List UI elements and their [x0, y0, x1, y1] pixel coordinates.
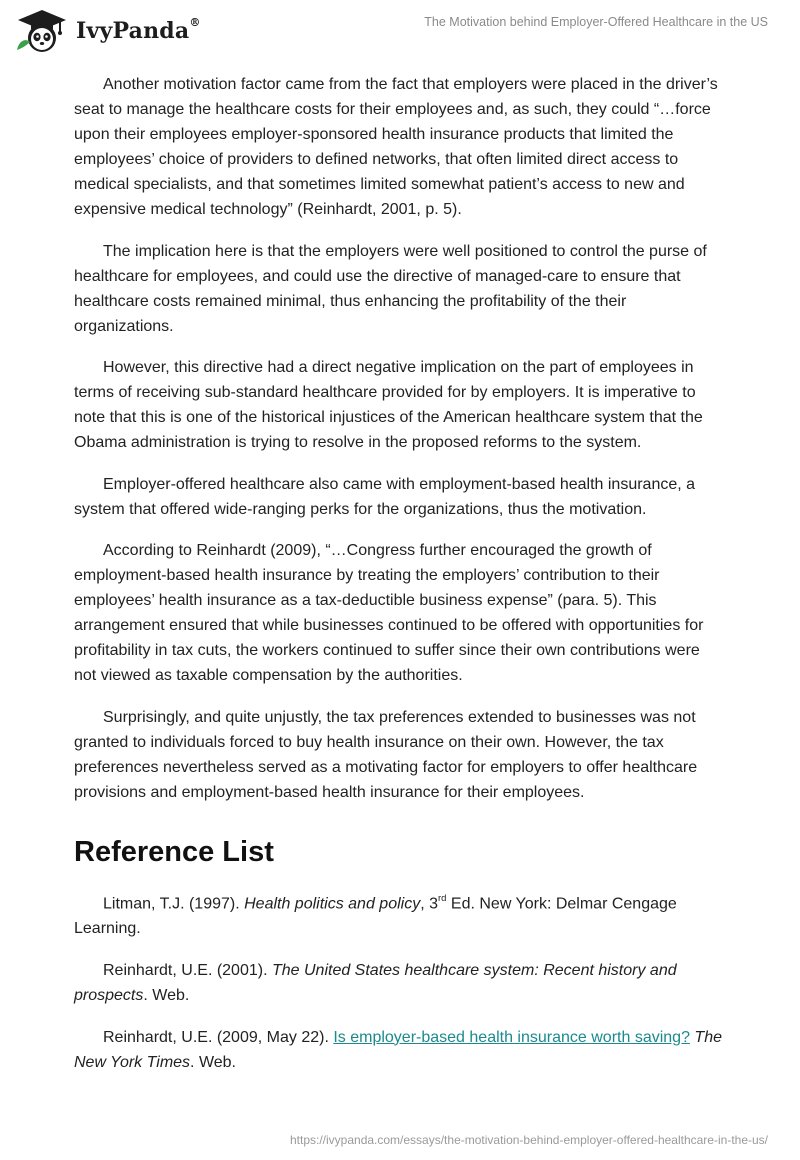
essay-body: [74, 72, 726, 1092]
logo-wordmark: IvyPanda®: [76, 16, 201, 44]
reference-list-heading: Reference List: [74, 835, 274, 868]
paragraph: However, this directive had a direct negative implication on the part of employees in terms of receiving sub-standard healthcare provided for by employers. It is imperative to note that this is one of the historical injustices of the American healthcare system that the Obama administration is trying to resolve in the proposed reforms to the system.: [74, 359, 703, 451]
paragraph: Another motivation factor came from the fact that employers were placed in the driver’s seat to manage the healthcare costs for their employees and, as such, they could “…force upon their employees employer-sponsored health insurance products that limited the employees’ choice of providers to defined networks, that often limited direct access to medical specialists, and that sometimes limited somewhat patient’s access to new and expensive medical technology” (Reinhardt, 2001, p. 5).: [74, 76, 718, 218]
reference-title: Health politics and policy: [244, 894, 421, 912]
page-header: [0, 0, 800, 66]
reference-item: Reinhardt, U.E. (2009, May 22). Is employer-based health insurance worth saving? The New York Times. Web.: [74, 1028, 722, 1071]
paragraph: Employer-offered healthcare also came with employment-based health insurance, a system that offered wide-ranging perks for the organizations, thus the motivation.: [74, 475, 696, 518]
document-title: The Motivation behind Employer-Offered Healthcare in the US: [424, 15, 768, 29]
reference-item: Litman, T.J. (1997). Health politics and policy, 3rd Ed. New York: Delmar Cengage Learning.: [74, 892, 677, 937]
paragraph: The implication here is that the employers were well positioned to control the purse of healthcare for employees, and could use the directive of managed-care to ensure that healthcare costs remained minimal, thus enhancing the profitability of the their organizations.: [74, 242, 707, 335]
panda-graduate-icon: [14, 8, 70, 54]
reference-list: [74, 887, 726, 1075]
paragraph: Surprisingly, and quite unjustly, the tax preferences extended to businesses was not granted to individuals forced to buy health insurance on their own. However, the tax preferences nevertheless served as a motivating factor for employers to offer healthcare provisions and employment-based health insurance for their employees.: [74, 708, 698, 801]
ivypanda-logo[interactable]: [14, 8, 201, 54]
registered-mark: ®: [189, 16, 201, 29]
reference-title: The United States healthcare system: Recent history and prospects: [74, 961, 677, 1004]
source-url[interactable]: https://ivypanda.com/essays/the-motivation-behind-employer-offered-healthcare-in-the-us/: [289, 1133, 768, 1147]
reference-item: Reinhardt, U.E. (2001). The United States healthcare system: Recent history and prospects. Web.: [74, 961, 677, 1004]
reference-title: The New York Times: [74, 1028, 722, 1071]
paragraph: According to Reinhardt (2009), “…Congress further encouraged the growth of employment-based health insurance by treating the employers’ contribution to their employees’ health insurance as a tax-deductible business expense” (para. 5). This arrangement ensured that while businesses continued to be offered with opportunities for profitability in tax cuts, the workers continued to suffer since their own contributions were not viewed as taxable compensation by the authorities.: [74, 542, 704, 684]
reference-link[interactable]: Is employer-based health insurance worth saving?: [333, 1028, 690, 1046]
